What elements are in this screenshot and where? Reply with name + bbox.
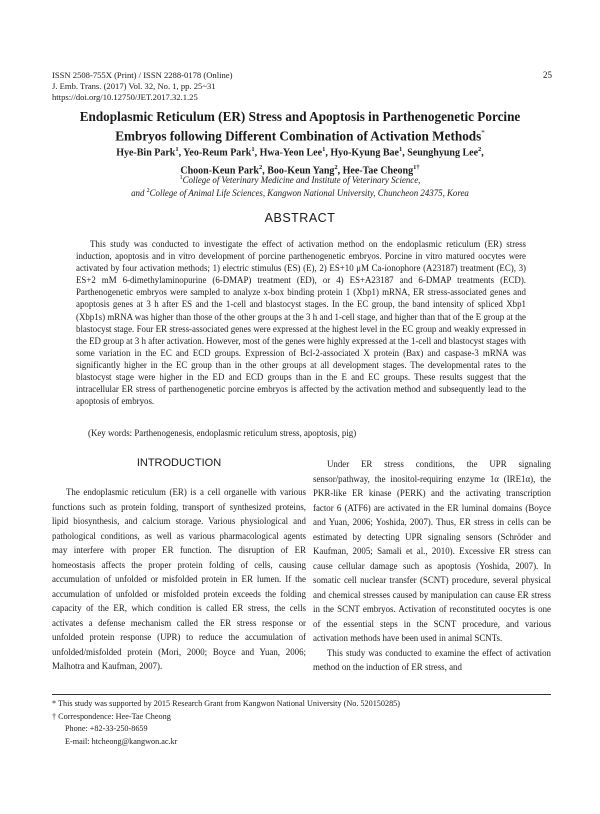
author: Choon-Keun Park <box>180 165 259 177</box>
abstract-text: This study was conducted to investigate the effect of activation method on the endoplasmic reticulum (ER) stress induction, apoptosis and in vitro development of porcine parthenogenetic embryos. Porcine in vitro matured oocytes were activated by four activation methods; 1) electric stimulus (ES) (E), 2) ES+10 μM Ca-ionophore (A23187) treatment (EC), 3) ES+2 mM 6-dimethylaminopurine (6-DMAP) treatment (ED), or 4) ES+A23187 and 6-DMAP treatments (ECD). Parthenogenetic embryos were sampled to analyze x-box binding protein 1 (Xbp1) mRNA, ER stress-associated genes and apoptosis genes at 3 h after ES and the 1-cell and blastocyst stages. In the EC group, the band intensity of spliced Xbp1 (Xbp1s) mRNA was higher than those of the other groups at the 3 h and 1-cell stage, and higher than that of the E group at the blastocyst stage. Four ER stress-associated genes were expressed at the highest level in the EC group and weakly expressed in the ED group at 3 h after activation. However, most of the genes were highly expressed at the 1-cell and blastocyst stages with some variation in the EC and ECD groups. Expression of Bcl-2-associated X protein (Bax) and caspase-3 mRNA was significantly higher in the EC group than in the other groups at all development stages. The developmental rates to the blastocyst stage were higher in the ED and ECD groups than in the E and EC groups. These results suggest that the intracellular ER stress of parthenogenetic porcine embryos is affected by the activation method and subsequently lead to the apoptosis of embryos. <box>76 239 526 407</box>
author: Hyo-Kyung Bae <box>330 147 399 159</box>
author-line-2: Choon-Keun Park$^2$, Boo-Keun Yang$^2$, Hee-Tae Cheong$^{1\dagger}$ <box>180 163 420 177</box>
phone-note: Phone: +82-33-250-8659 <box>65 724 148 733</box>
issn-line: ISSN 2508-755X (Print) / ISSN 2288-0178 (Online) <box>52 70 233 80</box>
abstract-heading: ABSTRACT <box>264 211 336 225</box>
affiliation-2: and $^2$College of Animal Life Sciences, Kangwon National University, Chuncheon 24375, Korea <box>131 188 469 199</box>
affiliation-1: $^1$College of Veterinary Medicine and Institute of Veterinary Science, <box>179 174 421 185</box>
email-link[interactable]: E-mail: htcheong@kangwon.ac.kr <box>65 736 178 746</box>
footnotes <box>52 698 400 748</box>
doi-link[interactable]: https://doi.org/10.12750/JET.2017.32.1.25 <box>52 92 198 102</box>
journal-citation: J. Emb. Trans. (2017) Vol. 32, No. 1, pp. 25~31 <box>52 81 216 91</box>
funding-note: * This study was supported by 2015 Research Grant from Kangwon National University (No. 520150285) <box>52 699 400 708</box>
affiliations <box>40 173 560 200</box>
author-line-1: Hye-Bin Park$^1$, Yeo-Reum Park$^1$, Hwa-Yeon Lee$^1$, Hyo-Kyung Bae$^1$, Seunghyung Lee$^2$, <box>116 146 484 159</box>
keywords: (Key words: Parthenogenesis, endoplasmic reticulum stress, apoptosis, pig) <box>88 428 357 438</box>
author: Hwa-Yeon Lee <box>259 147 323 159</box>
paragraph: Under ER stress conditions, the UPR signaling sensor/pathway, the inositol-requiring enzyme 1α (IRE1α), the PKR-like ER kinase (PERK) and the activating transcription factor 6 (ATF6) are activated in the ER luminal domains (Boyce and Yuan, 2006; Yoshida, 2007). Thus, ER stress in cells can be estimated by detecting UPR signaling sensors (Schröder and Kaufman, 2005; Samali et al., 2010). Excessive ER stress can cause cellular damage such as apoptosis (Yoshida, 2007). In somatic cell nuclear transfer (SCNT) procedure, several physical and chemical stresses caused by manipulation can cause ER stress in the SCNT embryos. Activation of reconstituted oocytes is one of the essential steps in the SCNT procedure, and various activation methods have been used in animal SCNTs. <box>313 459 551 643</box>
journal-header <box>52 70 232 103</box>
page-number: 25 <box>543 70 552 80</box>
introduction-heading: INTRODUCTION <box>136 457 222 469</box>
footnote-divider <box>52 694 551 695</box>
paragraph: This study was conducted to examine the effect of activation method on the induction of ER stress, and <box>313 647 551 672</box>
title-line-2: Embryos following Different Combination of Activation Methods* <box>115 128 485 144</box>
title-line-1: Endoplasmic Reticulum (ER) Stress and Apoptosis in Parthenogenetic Porcine <box>79 109 521 124</box>
introduction-column-right <box>313 457 551 675</box>
author: Hye-Bin Park <box>116 147 176 159</box>
introduction-column-left: The endoplasmic reticulum (ER) is a cell organelle with various functions such as protein folding, transport of synthesized proteins, lipid biosynthesis, and calcium storage. Various physiological and pathological conditions, as well as various pharmacological agents may interfere with proper ER function. The disruption of ER homeostasis affects the proper protein folding of cells, causing accumulation of unfolded or misfolded protein in ER lumen. If the accumulation of unfolded or misfolded protein exceeds the folding capacity of the ER, which condition is called ER stress, the cells activates a defense mechanism called the ER stress response or unfolded protein response (UPR) to reduce the accumulation of unfolded/misfolded protein (Mori, 2000; Boyce and Yuan, 2006; Malhotra and Kaufman, 2007). <box>52 487 306 671</box>
author: Yeo-Reum Park <box>183 147 252 159</box>
paper-title <box>40 108 560 144</box>
author: Boo-Keun Yang <box>267 165 335 177</box>
title-footnote-mark: * <box>481 129 485 137</box>
author: Hee-Tae Cheong <box>342 165 414 177</box>
author: Seunghyung Lee <box>407 147 479 159</box>
correspondence-note: † Correspondence: Hee-Tae Cheong <box>52 711 171 721</box>
